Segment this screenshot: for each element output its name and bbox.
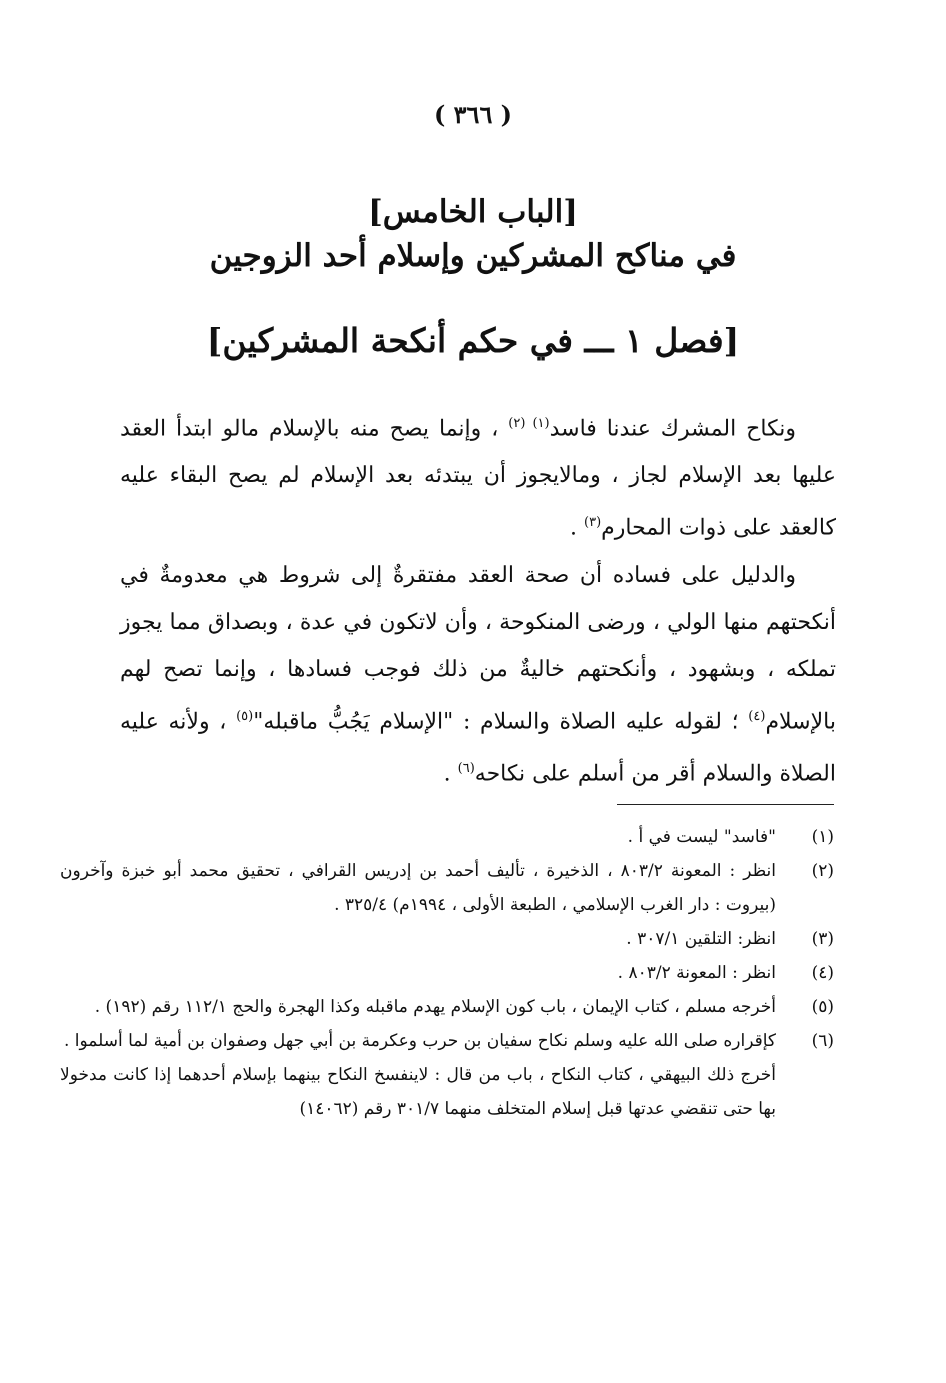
footnote-item: [60, 1024, 834, 1058]
footnote-item: [60, 922, 834, 956]
paragraph-2-end: .: [443, 761, 458, 787]
footnote-number: (٤): [811, 963, 834, 983]
footnote-ref-1-2: (١) (٢): [508, 416, 550, 431]
footnote-item: [60, 956, 834, 990]
footnote-number: (٣): [811, 929, 834, 949]
footnote-item: [60, 820, 834, 854]
paragraph-1: [120, 400, 836, 552]
footnote-divider: [617, 804, 834, 805]
footnote-ref-3: (٣): [584, 515, 602, 531]
chapter-subtitle: في مناكح المشركين وإسلام أحد الزوجين: [209, 238, 737, 274]
page-number: ( ٣٦٦ ): [433, 100, 513, 129]
paragraph-2: [120, 552, 836, 798]
footnote-number: (٥): [811, 997, 834, 1017]
footnote-text: كإقراره صلى الله عليه وسلم نكاح سفيان بن حرب وعكرمة بن أبي جهل وصفوان بن أمية لما أسلموا .: [63, 1031, 776, 1051]
footnote-number: (٦): [811, 1031, 834, 1051]
footnote-ref-5: (٥): [236, 708, 254, 724]
footnote-text: انظر: التلقين ٣٠٧/١ .: [626, 929, 776, 949]
footnote-text: انظر : المعونة ٨٠٣/٢ ، الذخيرة ، تأليف أحمد بن إدريس القرافي ، تحقيق محمد أبو خبزة وآخرون (بيروت : دار الغرب الإسلامي ، الطبعة الأولى ، ١٩٩٤م) ٣٢٥/٤ .: [60, 861, 776, 915]
footnotes: [60, 820, 834, 1126]
footnote-item: [60, 854, 834, 922]
body-text: [120, 400, 836, 797]
paragraph-2-text-a: والدليل على فساده أن صحة العقد مفتقرةٌ إلى شروط هي معدومةٌ في أنكحتهم منها الولي ، ورضى المنكوحة ، وأن لاتكون في عدة ، وبصداق مما يجوز تملكه ، وبشهود ، وأنكحتهم خاليةٌ من ذلك فوجب فسادها ، وإنما تصح لهم بالإسلام: [120, 562, 836, 734]
section-title: [فصل ١ ـــ في حكم أنكحة المشركين]: [206, 321, 740, 360]
paragraph-1-text-a: ونكاح المشرك عندنا فاسد: [549, 416, 796, 442]
chapter-title: [الباب الخامس]: [368, 194, 578, 230]
footnote-number: (١): [811, 827, 834, 847]
footnote-ref-4: (٤): [748, 708, 766, 724]
paragraph-2-text-c: ، ولأنه عليه الصلاة والسلام أقر من أسلم على نكاحه: [120, 708, 836, 787]
footnote-text: انظر : المعونة ٨٠٣/٢ .: [617, 963, 776, 983]
footnote-ref-6: (٦): [457, 760, 475, 776]
footnote-continuation: أخرج ذلك البيهقي ، كتاب النكاح ، باب من قال : لاينفسخ النكاح بينهما بإسلام أحدهما إذا كانت مدخولا بها حتى تنقضي عدتها قبل إسلام المتخلف منهما ٣٠١/٧ رقم (١٤٠٦٢): [60, 1065, 776, 1119]
chapter-heading: [0, 190, 946, 278]
paragraph-1-end: .: [570, 515, 585, 541]
paragraph-1-text-b: ، وإنما يصح منه بالإسلام مالو ابتدأ العقد عليها بعد الإسلام لجاز ، ومالايجوز أن يبتدئه بعد الإسلام لم يصح البقاء عليه كالعقد على ذوات المحارم: [120, 416, 836, 541]
footnote-item: [60, 990, 834, 1024]
footnote-text: أخرجه مسلم ، كتاب الإيمان ، باب كون الإسلام يهدم ماقبله وكذا الهجرة والحج ١١٢/١ رقم (١٩٢) .: [94, 997, 776, 1017]
footnote-text: "فاسد" ليست في أ .: [627, 827, 776, 847]
paragraph-2-text-b: ؛ لقوله عليه الصلاة والسلام : "الإسلام يَجُبُّ ماقبله": [253, 708, 749, 734]
footnote-number: (٢): [811, 861, 834, 881]
